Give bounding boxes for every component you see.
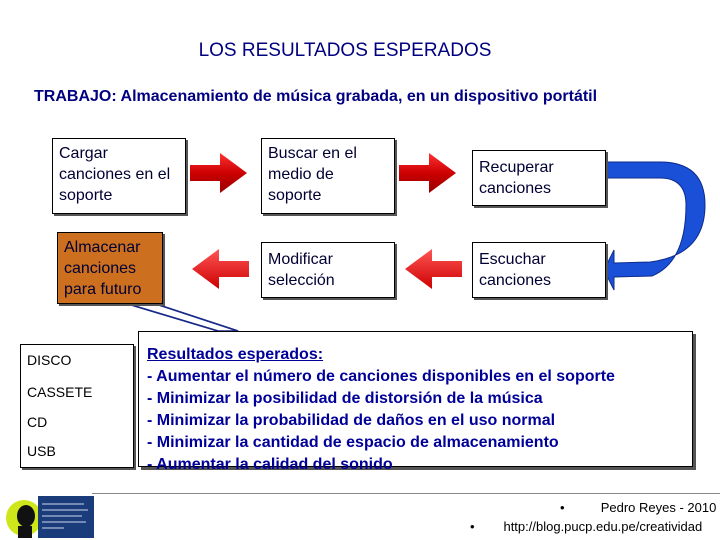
media-item: USB: [27, 443, 56, 459]
bullet: •: [470, 519, 475, 534]
page-title: LOS RESULTADOS ESPERADOS: [198, 40, 492, 61]
logo-image: [4, 494, 96, 540]
media-item: CD: [27, 414, 48, 430]
arrow-left-1: [192, 249, 249, 289]
results-item: - Minimizar la posibilidad de distorsión de la música: [147, 390, 543, 407]
footer-divider: [92, 493, 720, 494]
step-modificar: Modificar selección: [261, 242, 395, 298]
step-recuperar: Recuperar canciones: [472, 150, 606, 206]
results-item: - Aumentar el número de canciones disponibles en el soporte: [147, 368, 615, 385]
author-text: Pedro Reyes - 2010: [600, 500, 717, 515]
media-item: CASSETE: [27, 384, 93, 400]
media-item: DISCO: [27, 352, 72, 368]
step-almacenar: Almacenar canciones para futuro: [57, 232, 163, 304]
results-box: [138, 331, 693, 473]
results-title: Resultados esperados:: [147, 346, 324, 363]
return-arrow: [604, 162, 705, 290]
step-buscar: Buscar en el medio de soporte: [261, 138, 395, 214]
media-list: [20, 344, 134, 468]
arrow-right-1: [190, 153, 247, 193]
task-subtitle: TRABAJO: Almacenamiento de música grabada, en un dispositivo portátil: [34, 88, 598, 105]
blog-link[interactable]: http://blog.pucp.edu.pe/creatividad: [503, 519, 703, 534]
results-item: - Aumentar la calidad del sonido: [147, 456, 393, 473]
step-cargar: Cargar canciones en el soporte: [52, 138, 186, 214]
footer-url: [470, 519, 702, 534]
results-item: - Minimizar la probabilidad de daños en el uso normal: [147, 412, 556, 429]
bullet: •: [560, 500, 565, 515]
step-escuchar: Escuchar canciones: [472, 242, 606, 298]
arrow-left-2: [405, 249, 462, 289]
arrow-right-2: [399, 153, 456, 193]
callout-connector: [128, 304, 238, 331]
results-item: - Minimizar la cantidad de espacio de almacenamiento: [147, 434, 559, 451]
footer-author: [560, 500, 716, 515]
